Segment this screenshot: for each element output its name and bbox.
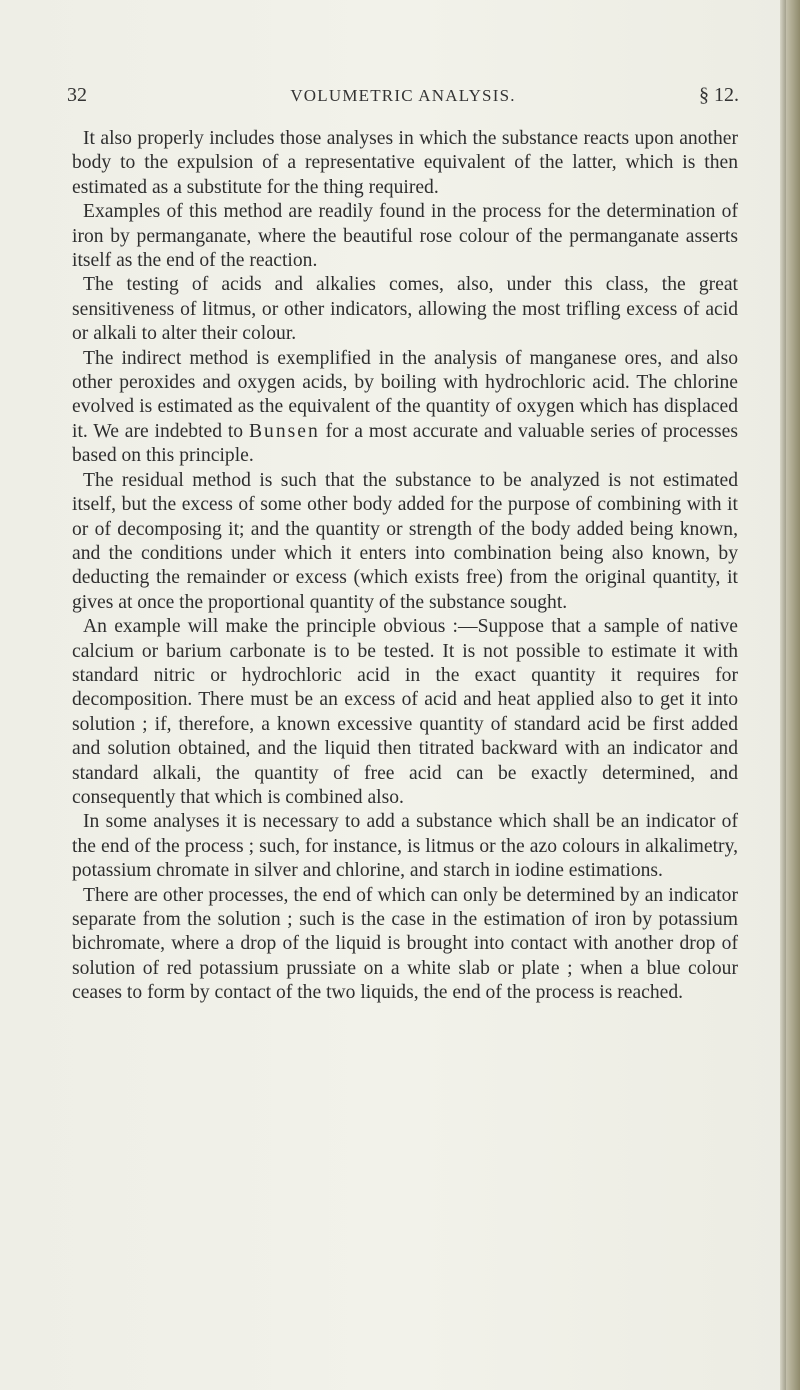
paragraph-residual-method: The residual method is such that the substance to be analyzed is not estimated itself, but the excess of some other body added for the purpose of combining with it or of decomposing it; and the quantity or strength of the body added being known, and the conditions under which it enters into combination being also known, by deducting the remainder or excess (which exists free) from the original quantity, it gives at once the proportional quantity of the substance sought. — [72, 469, 738, 613]
paragraph-acids-alkalies: The testing of acids and alkalies comes, also, under this class, the great sensitiveness of litmus, or other indicators, allowing the most trifling excess of acid or alkali to alter their colour. — [72, 274, 738, 345]
paragraph-example: An example will make the principle obvious :—Suppose that a sample of native calcium or barium carbonate is to be tested. It is not possible to estimate it with standard nitric or hydrochloric acid in the exact quantity it requires for decomposition. There must be an excess of acid and heat applied also to get it into solution ; if, therefore, a known excessive quantity of standard acid be first added and solution obtained, and the liquid then titrated backward with an indicator and standard alkali, the quantity of free acid can be exactly determined, and consequently that which is combined also. — [72, 616, 738, 808]
page-header — [67, 84, 739, 110]
page-edge-shadow — [780, 0, 800, 1390]
body-text — [72, 127, 738, 1006]
indirect-method-text: The indirect method is exemplified in the analysis of manganese ores, and also other peroxides and oxygen acids, by boiling with hydrochloric acid. The chlorine evolved is estimated as the equivalent of the quantity of oxygen which has displaced it. We are indebted to — [72, 347, 738, 442]
paragraph-permanganate: Examples of this method are readily found in the process for the determination of iron by permanganate, where the beautiful rose colour of the permanganate asserts itself as the end of the reaction. — [72, 201, 738, 272]
page-number: 32 — [67, 84, 87, 106]
running-title: VOLUMETRIC ANALYSIS. — [290, 86, 516, 105]
paragraph-indirect-method — [72, 347, 738, 469]
paragraph-indicators: In some analyses it is necessary to add a substance which shall be an indicator of the end of the process ; such, for instance, is litmus or the azo colours in alkalimetry, potassium chromate in silver and chlorine, and starch in iodine estimations. — [72, 811, 738, 882]
paragraph-expulsion: It also properly includes those analyses in which the substance reacts upon another body to the expulsion of a representative equivalent of the latter, which is then estimated as a substitute for the thing required. — [72, 128, 738, 198]
section-number: § 12. — [699, 84, 739, 106]
paragraph-separate-indicator: There are other processes, the end of which can only be determined by an indicator separate from the solution ; such is the case in the estimation of iron by potassium bichromate, where a drop of the liquid is brought into contact with another drop of solution of red potassium prussiate on a white slab or plate ; when a blue colour ceases to form by contact of the two liquids, the end of the process is reached. — [72, 884, 738, 1004]
bunsen-name: Bunsen — [248, 420, 320, 442]
indirect-method-tail: for a most accurate and valuable series of processes based on this principle. — [72, 420, 738, 467]
